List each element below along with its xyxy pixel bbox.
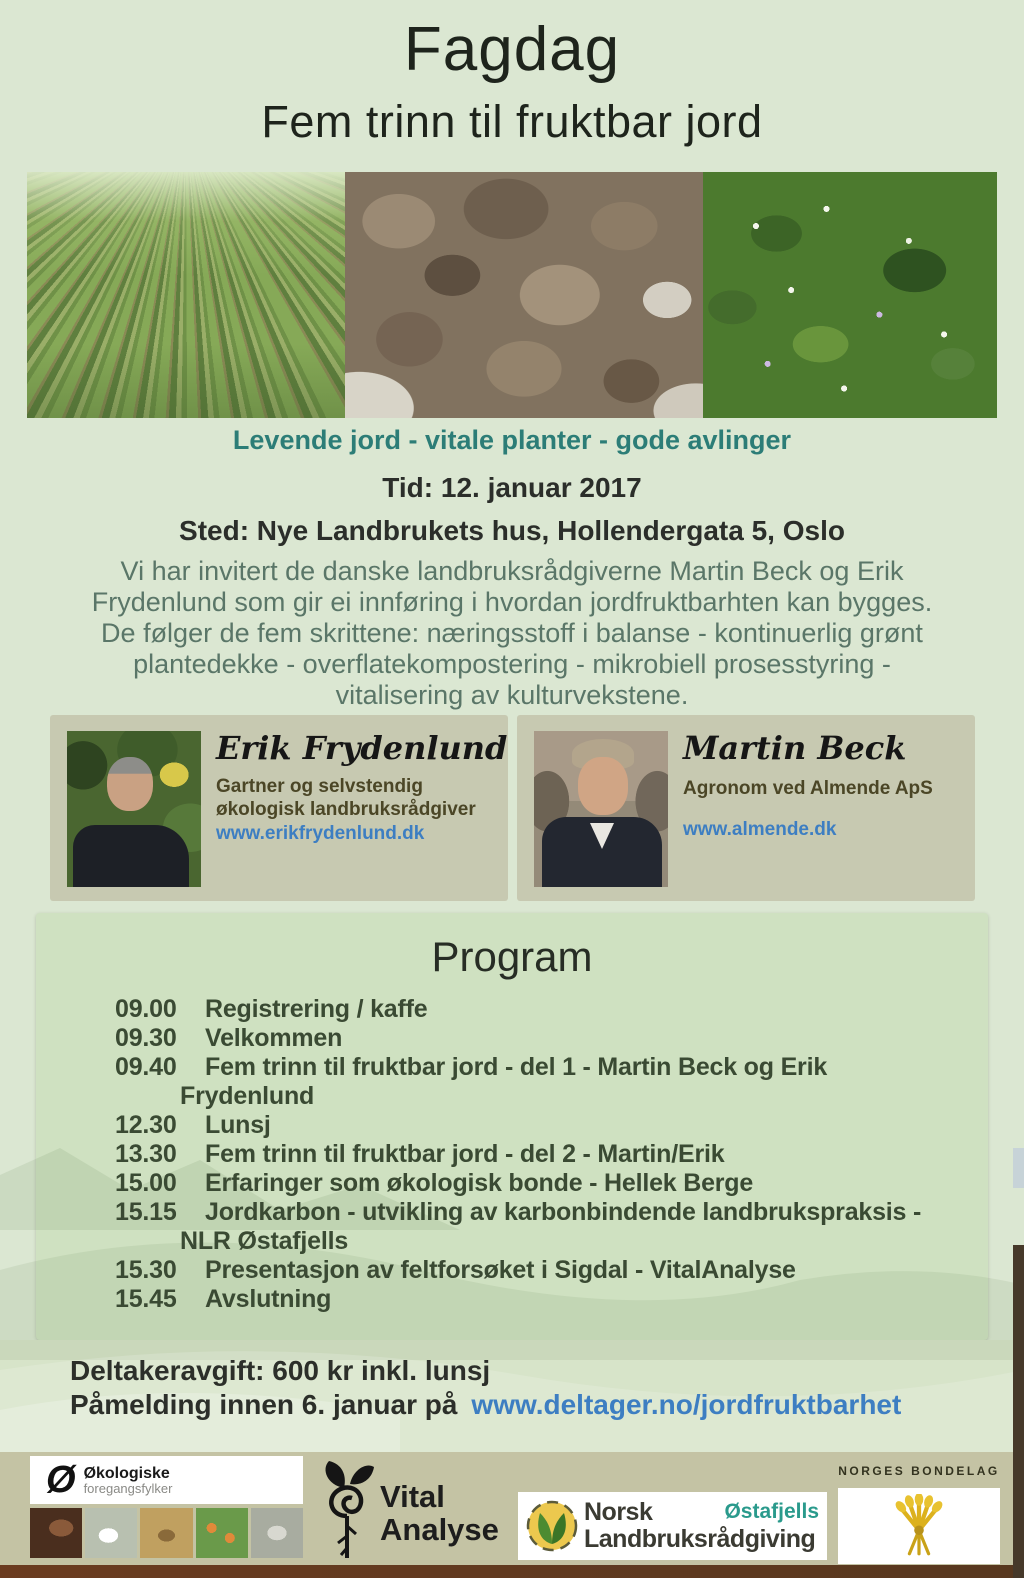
erik-photo-head	[107, 757, 153, 811]
speaker-name: Erik Frydenlund	[216, 729, 508, 767]
vitalanalyse-logo-text	[380, 1480, 499, 1546]
norges-bondelag-name: NORGES BONDELAG	[838, 1464, 1000, 1478]
program-text: Fem trinn til fruktbar jord - del 2 - Martin/Erik	[205, 1140, 725, 1168]
event-time-line: Tid: 12. januar 2017	[382, 472, 642, 503]
martin-photo-face	[578, 757, 628, 815]
program-text: Fem trinn til fruktbar jord - del 1 - Martin Beck og Erik	[205, 1053, 828, 1081]
program-time: 12.30	[115, 1111, 177, 1139]
program-time: 09.30	[115, 1024, 177, 1052]
thumbnail-sheep-photo	[251, 1508, 303, 1558]
erik-photo-background	[67, 731, 201, 887]
right-edge-dark-artifact	[1013, 1245, 1024, 1578]
norges-bondelag-logo	[838, 1488, 1000, 1564]
program-text: Registrering / kaffe	[205, 995, 428, 1023]
thumbnail-cattle-photo	[140, 1508, 192, 1558]
program-row	[115, 1111, 988, 1140]
martin-photo-background	[534, 731, 668, 887]
speaker-website-link[interactable]: www.erikfrydenlund.dk	[216, 823, 425, 844]
nlr-line2: Landbruksrådgiving	[584, 1525, 816, 1553]
signup-line	[70, 1388, 901, 1422]
program-row	[115, 1285, 988, 1314]
program-row	[115, 995, 988, 1024]
program-time: 15.30	[115, 1256, 177, 1284]
signup-url-link[interactable]: www.deltager.no/jordfruktbarhet	[471, 1389, 902, 1420]
intro-line: De følger de fem skrittene: næringsstoff i balanse - kontinuerlig grønt	[101, 618, 923, 648]
program-row	[115, 1198, 988, 1256]
program-text: Avslutning	[205, 1285, 332, 1313]
erik-photo-torso	[73, 825, 189, 887]
program-text: Velkommen	[205, 1024, 343, 1052]
thumbnail-flowers-photo	[196, 1508, 248, 1558]
speaker-card-erik	[50, 715, 508, 901]
program-list	[115, 995, 988, 1314]
vitalanalyse-line2: Analyse	[380, 1512, 499, 1547]
martin-photo-torso	[542, 817, 662, 887]
program-time: 15.45	[115, 1285, 177, 1313]
program-row	[115, 1169, 988, 1198]
thumbnail-vegetables-photo	[85, 1508, 137, 1558]
signup-prefix: Påmelding innen 6. januar på	[70, 1389, 458, 1420]
poster-title: Fagdag	[403, 15, 621, 84]
program-row	[115, 1256, 988, 1285]
program-time: 15.15	[115, 1198, 177, 1226]
vitalanalyse-line1: Vital	[380, 1479, 445, 1514]
intro-line: Frydenlund som gir ei innføring i hvordan jordfruktbarhten kan bygges.	[91, 587, 933, 617]
footer-brown-bar	[0, 1565, 1024, 1578]
program-text: Presentasjon av feltforsøket i Sigdal - VitalAnalyse	[205, 1256, 796, 1284]
nlr-line1: Norsk	[584, 1498, 653, 1526]
poster-subtitle: Fem trinn til fruktbar jord	[261, 96, 763, 147]
nlr-region-label: Østafjells	[724, 1500, 819, 1523]
erik-frydenlund-photo	[67, 731, 201, 887]
program-time: 09.00	[115, 995, 177, 1023]
wheat-sheaf-icon	[887, 1494, 951, 1558]
right-edge-blue-artifact	[1013, 1148, 1024, 1188]
intro-line: Vi har invitert de danske landbruksrådgiverne Martin Beck og Erik	[120, 556, 904, 586]
intro-line: vitalisering av kulturvekstene.	[335, 680, 689, 710]
program-text-continued: NLR Østafjells	[180, 1227, 349, 1255]
okologiske-foregangsfylker-logo	[30, 1456, 303, 1504]
program-time: 13.30	[115, 1140, 177, 1168]
speaker-role: Gartner og selvstendig økologisk landbruksrådgiver	[216, 776, 476, 820]
photo-strip	[27, 172, 997, 418]
okologiske-o-icon: Ø	[46, 1459, 76, 1501]
tagline: Levende jord - vitale planter - gode avlinger	[232, 425, 792, 455]
speaker-role: Agronom ved Almende ApS	[683, 778, 933, 799]
thumbnail-compost-photo	[30, 1508, 82, 1558]
speaker-website-link[interactable]: www.almende.dk	[683, 819, 837, 840]
okologiske-photo-thumbnails	[30, 1508, 303, 1558]
program-row	[115, 1140, 988, 1169]
program-heading: Program	[431, 933, 593, 980]
speaker-name: Martin Beck	[683, 729, 907, 767]
intro-line: plantedekke - overflatekompostering - mikrobiell prosesstyring -	[133, 649, 891, 679]
intro-paragraph	[0, 556, 1024, 711]
young-grain-field-photo	[27, 172, 345, 418]
martin-beck-photo	[534, 731, 668, 887]
martin-photo-shirt	[590, 823, 614, 849]
fee-line: Deltakeravgift: 600 kr inkl. lunsj	[70, 1355, 491, 1386]
speaker-card-martin	[517, 715, 975, 901]
norsk-landbruksradgiving-logo	[518, 1492, 827, 1560]
okologiske-logo-line1: Økologiske	[83, 1464, 170, 1482]
program-row	[115, 1053, 988, 1111]
soil-aggregates-photo	[345, 172, 703, 418]
program-text: Lunsj	[205, 1111, 271, 1139]
okologiske-logo-line2: foregangsfylker	[83, 1480, 173, 1496]
nlr-emblem-icon	[526, 1500, 578, 1552]
flowering-cover-crop-photo	[703, 172, 997, 418]
program-row	[115, 1024, 988, 1053]
fee-and-signup-block	[70, 1354, 901, 1422]
footer-logo-bar	[0, 1452, 1024, 1578]
program-time: 09.40	[115, 1053, 177, 1081]
program-text-continued: Frydenlund	[180, 1082, 315, 1110]
program-panel	[36, 913, 988, 1340]
vitalanalyse-sprout-icon	[317, 1458, 377, 1562]
program-text: Jordkarbon - utvikling av karbonbindende landbrukspraksis -	[205, 1198, 922, 1226]
event-place-line: Sted: Nye Landbrukets hus, Hollendergata 5, Oslo	[179, 515, 845, 546]
program-time: 15.00	[115, 1169, 177, 1197]
program-text: Erfaringer som økologisk bonde - Hellek Berge	[205, 1169, 754, 1197]
